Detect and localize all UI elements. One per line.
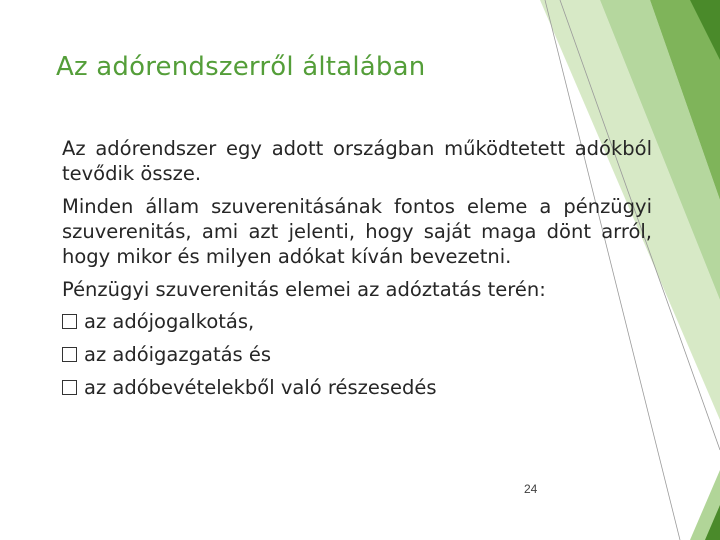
- list-item: [62, 309, 652, 334]
- bullet-text: az adójogalkotás,: [84, 310, 255, 333]
- bullet-list: [62, 309, 652, 400]
- bullet-text: az adóigazgatás és: [84, 343, 272, 366]
- slide-title: Az adórendszerről általában: [56, 52, 426, 82]
- checkbox-bullet-icon: [62, 347, 77, 362]
- paragraph-2: Minden állam szuverenitásának fontos eleme a pénzügyi szuverenitás, ami azt jelenti, hogy saját maga dönt arról, hogy mikor és milyen adókat kíván bevezetni.: [62, 195, 652, 268]
- list-item: [62, 342, 652, 367]
- checkbox-bullet-icon: [62, 314, 77, 329]
- bullet-text: az adóbevételekből való részesedés: [84, 376, 437, 399]
- checkbox-bullet-icon: [62, 380, 77, 395]
- list-item: [62, 375, 652, 400]
- page-number: 24: [524, 482, 538, 496]
- list-intro: Pénzügyi szuverenitás elemei az adóztatás terén:: [62, 278, 546, 301]
- paragraph-1: Az adórendszer egy adott országban működtetett adókból tevődik össze.: [62, 137, 652, 185]
- slide-body: [62, 136, 652, 408]
